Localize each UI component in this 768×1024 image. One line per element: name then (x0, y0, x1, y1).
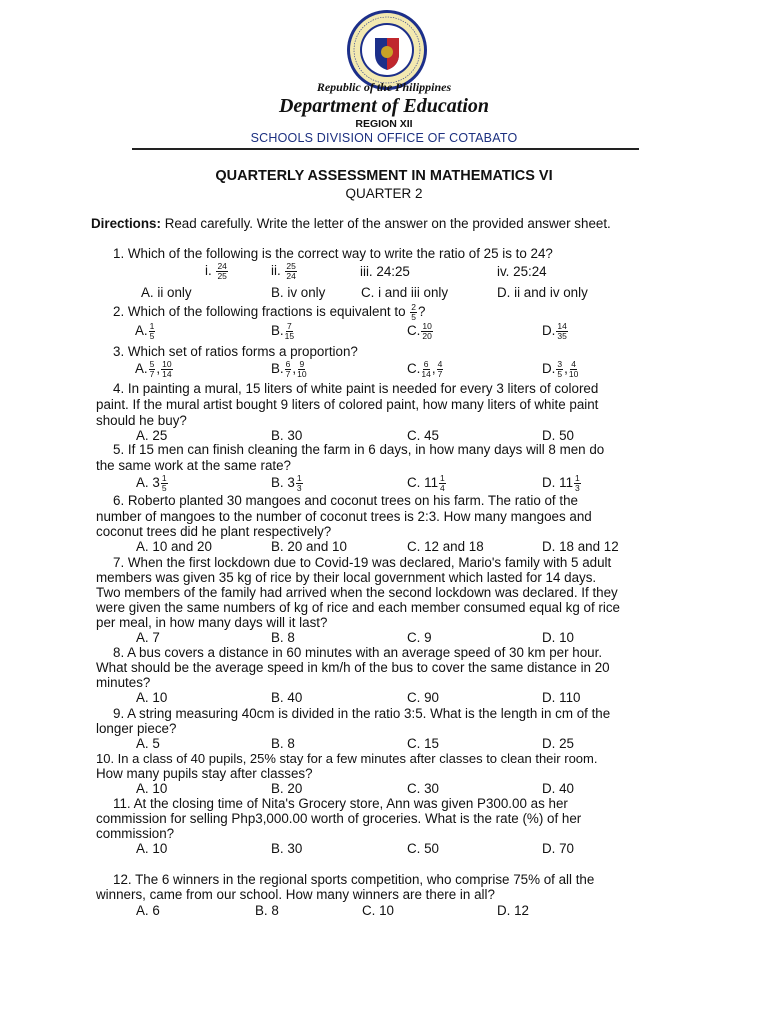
q1-roman-iii: iii. 24:25 (360, 264, 410, 279)
q6-choice-d: D. 18 and 12 (542, 539, 619, 554)
q10-choice-c: C. 30 (407, 781, 440, 796)
q11-line-2: commission for selling Php3,000.00 worth of groceries. What is the rate (%) of her (96, 811, 582, 826)
q1-choice-b: B. iv only (271, 285, 326, 300)
choice-fraction (285, 322, 294, 341)
q5-line-1: 5. If 15 men can finish cleaning the farm in 6 days, in how many days will 8 men do (113, 442, 605, 457)
q3-choice-d: D. $\frac{3}{5}$ , $\frac{4}{10}$ (542, 359, 579, 379)
frac-den: 14 (162, 369, 172, 379)
choice-fraction (556, 322, 567, 341)
q10-choice-d: D. 40 (542, 781, 575, 796)
q9-line-1: 9. A string measuring 40cm is divided in the ratio 3:5. What is the length in cm of the (113, 706, 611, 721)
frac-den: 3 (575, 483, 580, 493)
q6-choice-a: A. 10 and 20 (136, 539, 212, 554)
choice-label: D. (542, 323, 556, 339)
q11-choice-d: D. 70 (542, 841, 575, 856)
frac-num: 14 (557, 321, 567, 331)
choice-label: B. 3 (271, 475, 295, 491)
directions-text: Read carefully. Write the letter of the answer on the provided answer sheet. (164, 216, 611, 231)
frac-num: 1 (161, 473, 167, 483)
q2-choice-a (135, 322, 156, 341)
frac-num: 10 (422, 321, 432, 331)
q1-roman-iv: iv. 25:24 (497, 264, 547, 279)
q4-line-3: should he buy? (96, 413, 187, 428)
q1-roman-ii (271, 262, 298, 281)
q11-choice-a: A. 10 (136, 841, 168, 856)
q7-choice-a: A. 7 (136, 630, 160, 645)
choice-fraction (161, 360, 172, 379)
q1-roman-ii-fraction (285, 262, 296, 281)
q12-line-1: 12. The 6 winners in the regional sports competition, who comprise 75% of all the (113, 872, 595, 887)
frac-den: 20 (422, 331, 432, 341)
q1-roman-i (205, 262, 229, 281)
q5-choice-c (407, 474, 447, 493)
frac-den: 7 (285, 369, 291, 379)
choice-label: C. (407, 361, 421, 377)
q5-choice-b (271, 474, 304, 493)
q5-choice-d (542, 474, 582, 493)
frac-num: 1 (575, 473, 580, 483)
q7-choice-c: C. 9 (407, 630, 432, 645)
q12-choice-b: B. 8 (255, 903, 279, 918)
frac-num: 4 (437, 359, 443, 369)
q10-line-2: How many pupils stay after classes? (96, 766, 313, 781)
frac-num: 3 (557, 359, 563, 369)
q9-line-2: longer piece? (96, 721, 177, 736)
choice-fraction (285, 360, 292, 379)
q4-choice-c: C. 45 (407, 428, 440, 443)
q10-line-1: 10. In a class of 40 pupils, 25% stay for a few minutes after classes to clean their room. (96, 751, 598, 766)
q11-choice-b: B. 30 (271, 841, 303, 856)
q1-choice-d: D. ii and iv only (497, 285, 588, 300)
frac-den: 5 (161, 483, 167, 493)
choice-fraction (574, 474, 581, 493)
q7-choice-b: B. 8 (271, 630, 295, 645)
frac-num: 1 (149, 321, 155, 331)
q2-choice-d (542, 322, 569, 341)
choice-fraction (421, 360, 430, 379)
frac-num: 1 (296, 473, 302, 483)
q8-choice-a: A. 10 (136, 690, 168, 705)
choice-fraction (556, 360, 563, 379)
q12-choice-d: D. 12 (497, 903, 530, 918)
choice-fraction (297, 360, 306, 379)
choice-fraction (439, 474, 446, 493)
q2-stem-fraction (410, 303, 417, 322)
header-division: SCHOOLS DIVISION OFFICE OF COTABATO (250, 131, 518, 145)
q9-choice-d: D. 25 (542, 736, 575, 751)
q5-choice-a (136, 474, 169, 493)
frac-den: 25 (217, 271, 227, 281)
q6-choice-b: B. 20 and 10 (271, 539, 347, 554)
header-region: REGION XII (355, 118, 413, 130)
choice-label: B. (271, 361, 284, 377)
q2-choice-b (271, 322, 295, 341)
choice-label: A. (135, 361, 148, 377)
page-title: QUARTERLY ASSESSMENT IN MATHEMATICS VI (215, 168, 553, 184)
q6-line-2: number of mangoes to the number of coconut trees is 2:3. How many mangoes and (96, 509, 592, 524)
frac-num: 4 (571, 359, 576, 369)
q4-choice-d: D. 50 (542, 428, 575, 443)
q10-choice-a: A. 10 (136, 781, 168, 796)
q1-roman-i-label: i. (205, 263, 212, 279)
q12-choice-a: A. 6 (136, 903, 160, 918)
frac-den: 5 (557, 369, 563, 379)
frac-den: 7 (437, 369, 443, 379)
frac-num: 9 (299, 359, 305, 369)
frac-den: 5 (149, 331, 155, 341)
frac-den: 7 (149, 369, 155, 379)
q7-line-4: were given the same numbers of kg of rice and each member consumed equal kg of rice (96, 600, 620, 615)
header-republic: Republic of the Philippines (316, 80, 452, 94)
q8-choice-b: B. 40 (271, 690, 303, 705)
frac-den: 3 (296, 483, 302, 493)
q1-roman-i-fraction (216, 262, 227, 281)
frac-den: 4 (440, 483, 445, 493)
q10-choice-b: B. 20 (271, 781, 303, 796)
choice-fraction (569, 360, 578, 379)
frac-den: 14 (421, 369, 431, 379)
frac-den: 35 (557, 331, 567, 341)
q3-choice-b: B. $\frac{6}{7}$ , $\frac{9}{10}$ (271, 359, 307, 379)
q9-choice-b: B. 8 (271, 736, 295, 751)
page-subtitle: QUARTER 2 (345, 186, 423, 201)
q3-choice-a: A. $\frac{5}{7}$ , $\frac{10}{14}$ (135, 359, 172, 379)
q6-line-3: coconut trees did he plant respectively? (96, 524, 332, 539)
frac-den: 5 (411, 312, 416, 322)
frac-num: 6 (423, 359, 429, 369)
choice-fraction (149, 360, 156, 379)
frac-den: 10 (568, 369, 579, 379)
directions (91, 216, 611, 231)
q8-line-3: minutes? (96, 675, 151, 690)
frac-den: 15 (284, 331, 295, 341)
q4-choice-a: A. 25 (136, 428, 168, 443)
q4-choice-b: B. 30 (271, 428, 303, 443)
q12-choice-c: C. 10 (362, 903, 395, 918)
header-department: Department of Education (278, 95, 489, 117)
q11-choice-c: C. 50 (407, 841, 440, 856)
q8-choice-d: D. 110 (542, 690, 581, 705)
q12-line-2: winners, came from our school. How many winners are there in all? (96, 887, 495, 902)
q4-line-1: 4. In painting a mural, 15 liters of white paint is needed for every 3 liters of colored (113, 381, 599, 396)
frac-num: 2 (411, 302, 416, 312)
choice-fraction (421, 322, 432, 341)
q7-line-2: members was given 35 kg of rice by their local government which lasted for 14 days. (96, 570, 597, 585)
q9-choice-a: A. 5 (136, 736, 160, 751)
q9-choice-c: C. 15 (407, 736, 440, 751)
q7-line-1: 7. When the first lockdown due to Covid-19 was declared, Mario's family with 5 adult (113, 555, 612, 570)
q6-choice-c: C. 12 and 18 (407, 539, 484, 554)
frac-num: 5 (149, 359, 155, 369)
q2-stem-tail: ? (417, 304, 426, 320)
q5-line-2: the same work at the same rate? (96, 458, 292, 473)
choice-fraction (437, 360, 444, 379)
choice-label: D. 11 (542, 475, 574, 491)
seal-lamp-icon (381, 46, 393, 58)
q3-stem: 3. Which set of ratios forms a proportion? (113, 344, 358, 359)
choice-label: C. 11 (407, 475, 439, 491)
choice-label: B. (271, 323, 284, 339)
q1-roman-ii-label: ii. (271, 263, 281, 279)
header-divider (132, 148, 639, 150)
q7-line-5: per meal, in how many days will it last? (96, 615, 328, 630)
q2-stem-text: 2. Which of the following fractions is equivalent to (113, 304, 406, 320)
choice-fraction (149, 322, 156, 341)
q8-line-1: 8. A bus covers a distance in 60 minutes with an average speed of 30 km per hour. (113, 645, 603, 660)
q1-choice-c: C. i and iii only (361, 285, 449, 300)
q1-choice-a: A. ii only (141, 285, 192, 300)
q8-choice-c: C. 90 (407, 690, 440, 705)
q11-line-1: 11. At the closing time of Nita's Grocery store, Ann was given P300.00 as her (113, 796, 568, 811)
q8-line-2: What should be the average speed in km/h of the bus to cover the same distance in 20 (96, 660, 610, 675)
frac-num: 25 (286, 261, 296, 271)
directions-label: Directions: (91, 216, 161, 231)
frac-den: 10 (297, 369, 307, 379)
choice-fraction (161, 474, 168, 493)
choice-fraction (296, 474, 303, 493)
q1-stem: 1. Which of the following is the correct way to write the ratio of 25 is to 24? (113, 246, 553, 261)
frac-den: 24 (286, 271, 296, 281)
q4-line-2: paint. If the mural artist bought 9 liters of colored paint, how many liters of white paint (96, 397, 599, 412)
choice-label: D. (542, 361, 556, 377)
frac-num: 24 (217, 261, 227, 271)
choice-label: C. (407, 323, 421, 339)
q2-choice-c (407, 322, 434, 341)
frac-num: 10 (162, 359, 172, 369)
q11-line-3: commission? (96, 826, 175, 841)
choice-label: A. 3 (136, 475, 160, 491)
frac-num: 1 (440, 473, 445, 483)
choice-label: A. (135, 323, 148, 339)
q6-line-1: 6. Roberto planted 30 mangoes and coconut trees on his farm. The ratio of the (113, 493, 578, 508)
q7-line-3: Two members of the family had arrived when the second lockdown was declared. If they (96, 585, 618, 600)
frac-num: 7 (287, 321, 292, 331)
q2-stem (113, 303, 425, 322)
q7-choice-d: D. 10 (542, 630, 575, 645)
q3-choice-c: C. $\frac{6}{14}$ , $\frac{4}{7}$ (407, 359, 443, 379)
frac-num: 6 (285, 359, 291, 369)
